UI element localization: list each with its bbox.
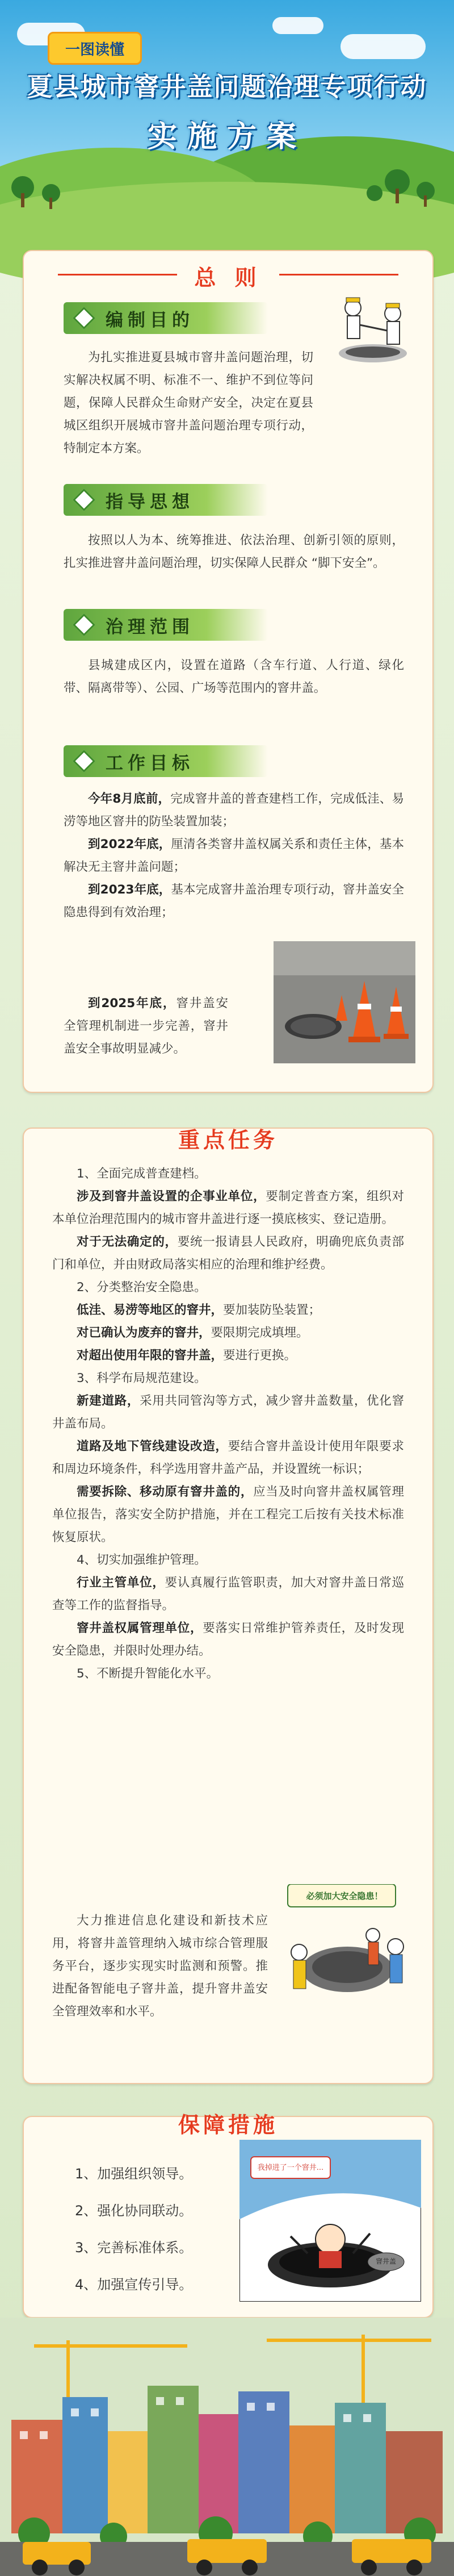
city-construction-illustration [0,2318,454,2576]
task-para: 涉及到窨井盖设置的企事业单位，要制定普查方案，组织对本单位治理范围内的城市窨井盖进行逐一摸底核实、登记造册。 [52,1189,404,1226]
section-heading-goals: 工作目标 [64,745,268,777]
task-para: 窨井盖权属管理单位，要落实日常维护管养责任，及时发现安全隐患，并限时处理办结。 [52,1621,404,1658]
tasks-title: 重点任务 [178,1127,278,1153]
task-number: 1、全面完成普查建档。 [77,1167,207,1181]
scope-text: 县城建成区内，设置在道路（含车行道、人行道、绿化带、隔离带等）、公园、广场等范围内的窨井盖。 [64,658,404,695]
task-number: 5、不断提升智能化水平。 [77,1667,219,1681]
task-para: 对于无法确定的，要统一报请县人民政府，明确兜底负责部门和单位，并由财政局落实相应的治理和维护经费。 [52,1235,404,1272]
goal-item: 今年8月底前，完成窨井盖的普查建档工作，完成低洼、易涝等地区窨井的防坠装置加装； [64,792,404,829]
goals-list [64,788,404,924]
task-number: 2、分类整治安全隐患。 [77,1280,207,1295]
task-number: 4、切实加强维护管理。 [77,1553,207,1567]
guideline-text: 按照以人为本、统筹推进、依法治理、创新引领的原则，扎实推进窨井盖问题治理，切实保障人民群众 “脚下安全”。 [64,533,404,570]
manhole-inspection-illustration [276,1884,418,2015]
goal-item-last: 到2025年底，窨井盖安全管理机制进一步完善，窨井盖安全事故明显减少。 [64,996,228,1056]
measure-item: 1、加强组织领导。 [75,2166,193,2182]
workers-illustration [319,285,421,370]
overview-title: 总 则 [194,265,262,290]
measure-item: 4、加强宣传引导。 [75,2277,193,2293]
measures-card [23,2112,434,2318]
task-para: 新建道路，采用共同管沟等方式，减少窨井盖数量，优化窨井盖布局。 [52,1394,404,1431]
traffic-cones-photo [274,941,415,1063]
diamond-icon [73,613,95,636]
header-tag: 一图读懂 [48,32,142,65]
section-heading-guideline: 指导思想 [64,484,268,516]
task-para: 行业主管单位，要认真履行监管职责，加大对窨井盖日常巡查等工作的监督指导。 [52,1576,404,1613]
construction-scene [0,2318,454,2576]
goal-item: 到2023年底，基本完成窨井盖治理专项行动，窨井盖安全隐患得到有效治理； [64,883,404,920]
diamond-icon [73,489,95,511]
diamond-icon [73,307,95,329]
measure-item: 2、强化协同联动。 [75,2203,193,2219]
task-number: 3、科学布局规范建设。 [77,1371,207,1385]
measures-title: 保障措施 [178,2112,278,2137]
tasks-content [52,1163,404,1685]
measure-item: 3、完善标准体系。 [75,2240,193,2256]
task-para-last: 大力推进信息化建设和新技术应用，将窨井盖管理纳入城市综合管理服务平台，逐步实现实时监测和预警。推进配备智能电子窨井盖，提升窨井盖安全管理效率和水平。 [52,1914,268,2019]
section-heading-scope: 治理范围 [64,609,268,641]
purpose-text: 为扎实推进夏县城市窨井盖问题治理，切实解决权属不明、标准不一、维护不到位等问题，保障人民群众生命财产安全，决定在夏县城区组织开展城市窨井盖问题治理专项行动，特制定本方案。 [64,350,313,456]
task-para: 对已确认为废弃的窨井，要限期完成填埋。 [77,1326,309,1340]
overview-card [23,250,434,1093]
manhole-label: 窨井盖 [375,2257,396,2265]
task-para: 道路及地下管线建设改造，要结合窨井盖设计使用年限要求和周边环境条件，科学选用窨井盖产品，并设置统一标识； [52,1439,404,1476]
diamond-icon [73,750,95,773]
page-subtitle: 实施方案 [147,120,306,154]
task-para: 需要拆除、移动原有窨井盖的，应当及时向窨井盖权属管理单位报告，落实安全防护措施，并在工程完工后按有关技术标准恢复原状。 [52,1485,404,1544]
goal-item: 到2022年底，厘清各类窨井盖权属关系和责任主体，基本解决无主窨井盖问题； [64,837,404,874]
task-para: 低洼、易涝等地区的窨井，要加装防坠装置； [77,1303,321,1317]
page-title: 夏县城市窨井盖问题治理专项行动 [27,72,427,102]
tasks-card [23,1128,434,2084]
inspection-sign-text: 必须加大安全隐患！ [306,1891,383,1901]
section-heading-purpose: 编制目的 [64,302,268,334]
bubble-text: 我掉进了一个窨井... [257,2164,324,2172]
task-para: 对超出使用年限的窨井盖，要进行更换。 [77,1348,297,1363]
header-banner [0,0,454,239]
